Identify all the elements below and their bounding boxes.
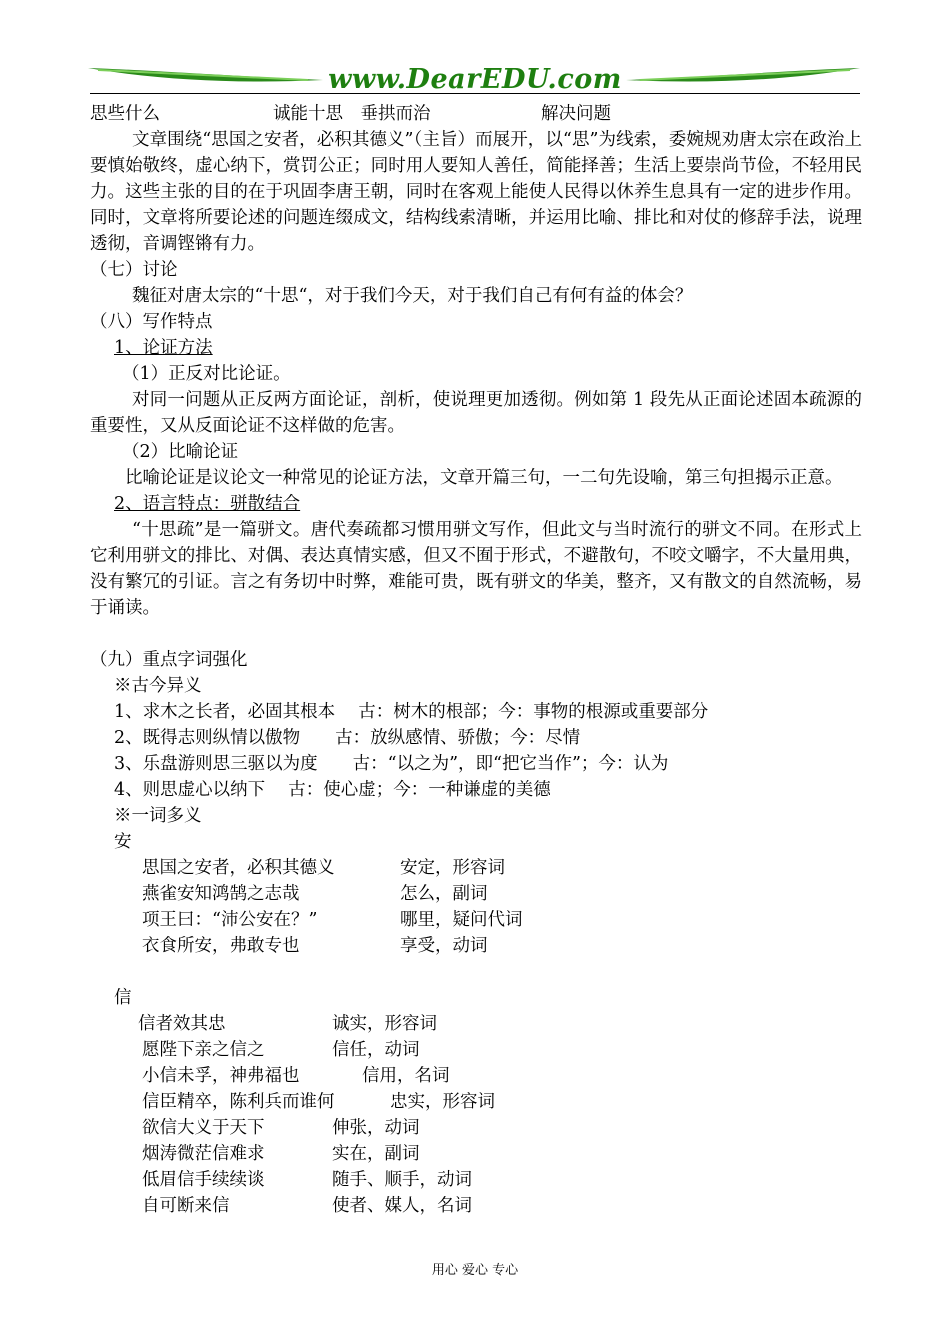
an-sentence: 项王曰：“沛公安在？” (142, 910, 318, 930)
xin-row (90, 1167, 862, 1193)
xin-meaning: 使者、媒人，名词 (332, 1196, 472, 1216)
structure-line (90, 101, 862, 127)
section-7-text: 魏征对唐太宗的“十思“，对于我们今天，对于我们自己有何有益的体会？ (132, 286, 693, 306)
section-8-item-1-text: 对同一问题从正反两方面论证，剖析，使说理更加透彻。例如第 1 段先从正面论述固本疏源的重要性，又从反面论证不这样做的危害。 (90, 390, 862, 436)
section-8-subheading-1: 1、论证方法 (114, 338, 213, 358)
xin-sentence: 欲信大义于天下 (142, 1118, 265, 1138)
polysemy-char-an: 安 (114, 832, 132, 852)
xin-sentence: 低眉信手续续谈 (142, 1170, 265, 1190)
polysemy-char-xin: 信 (114, 988, 132, 1008)
header-divider (90, 93, 860, 94)
xin-row (90, 1089, 862, 1115)
section-7-title: （七）讨论 (90, 260, 178, 280)
xin-meaning: 忠实，形容词 (390, 1092, 495, 1112)
gujin-item: 2、既得志则纵情以傲物 古：放纵感情、骄傲；今：尽情 (114, 728, 581, 748)
xin-row (90, 1011, 862, 1037)
yici-title: ※一词多义 (114, 806, 202, 826)
summary-paragraph: 文章围绕“思国之安者，必积其德义”（主旨）而展开，以“思”为线索，委婉规劝唐太宗在政治上要慎始敬终，虚心纳下，赏罚公正；同时用人要知人善任，简能择善；生活上要崇尚节俭，不轻用民力。这些主张的目的在于巩固李唐王朝，同时在客观上能使人民得以休养生息具有一定的进步作用。同时，文章将所要论述的问题连缀成文，结构线索清晰，并运用比喻、排比和对仗的修辞手法，说理透彻，音调铿锵有力。 (90, 130, 862, 254)
an-meaning: 享受，动词 (400, 936, 488, 956)
gujin-item: 3、乐盘游则思三驱以为度 古：“以之为”，即“把它当作”；今：认为 (114, 754, 669, 774)
xin-meaning: 信用，名词 (362, 1066, 450, 1086)
gujin-title: ※古今异义 (114, 676, 202, 696)
section-8-subheading-2: 2、语言特点：骈散结合 (114, 494, 301, 514)
section-8-subheading-2-text: “十思疏”是一篇骈文。唐代奏疏都习惯用骈文写作，但此文与当时流行的骈文不同。在形式上它利用骈文的排比、对偶、表达真情实感，但又不囿于形式，不避散句，不咬文嚼字，不大量用典，没有繁冗的引证。言之有务切中时弊，难能可贵，既有骈文的华美，整齐，又有散文的自然流畅，易于诵读。 (90, 520, 862, 618)
xin-row (90, 1193, 862, 1219)
section-8-item-2: （2）比喻论证 (122, 442, 239, 462)
xin-row (90, 1037, 862, 1063)
xin-sentence: 小信未孚，神弗福也 (142, 1066, 300, 1086)
gujin-item: 4、则思虚心以纳下 古：使心虚；今：一种谦虚的美德 (114, 780, 551, 800)
structure-col-1: 思些什么 (90, 104, 160, 124)
xin-sentence: 烟涛微茫信难求 (142, 1144, 265, 1164)
structure-col-3: 解决问题 (541, 104, 611, 124)
section-8-item-2-text: 比喻论证是议论文一种常见的论证方法，文章开篇三句，一二句先设喻，第三句担揭示正意。 (125, 468, 843, 488)
gujin-item: 1、求木之长者，必固其根本 古：树木的根部；今：事物的根源或重要部分 (114, 702, 709, 722)
xin-sentence: 愿陛下亲之信之 (142, 1040, 265, 1060)
an-row (90, 907, 862, 933)
xin-meaning: 实在，副词 (332, 1144, 420, 1164)
xin-meaning: 诚实，形容词 (332, 1014, 437, 1034)
an-sentence: 思国之安者，必积其德义 (142, 858, 335, 878)
spacer (90, 621, 862, 647)
xin-sentence: 信者效其忠 (138, 1014, 226, 1034)
xin-row (90, 1115, 862, 1141)
spacer (90, 959, 862, 985)
site-logo-text: www.DearEDU.com (328, 64, 622, 95)
section-8-title: （八）写作特点 (90, 312, 213, 332)
document-body (90, 101, 862, 1219)
xin-meaning: 随手、顺手，动词 (332, 1170, 472, 1190)
xin-meaning: 信任，动词 (332, 1040, 420, 1060)
section-9-title: （九）重点字词强化 (90, 650, 248, 670)
an-meaning: 安定，形容词 (400, 858, 505, 878)
an-row (90, 881, 862, 907)
xin-sentence: 自可断来信 (142, 1196, 230, 1216)
an-row (90, 855, 862, 881)
structure-col-2: 诚能十思 垂拱而治 (273, 104, 431, 124)
xin-sentence: 信臣精卒，陈利兵而谁何 (142, 1092, 335, 1112)
xin-row (90, 1063, 862, 1089)
an-meaning: 怎么，副词 (400, 884, 488, 904)
an-sentence: 衣食所安，弗敢专也 (142, 936, 300, 956)
an-meaning: 哪里，疑问代词 (400, 910, 523, 930)
xin-meaning: 伸张，动词 (332, 1118, 420, 1138)
xin-row (90, 1141, 862, 1167)
page-footer: 用心 爱心 专心 (431, 1263, 519, 1278)
an-row (90, 933, 862, 959)
section-8-item-1: （1）正反对比论证。 (122, 364, 291, 384)
an-sentence: 燕雀安知鸿鹄之志哉 (142, 884, 300, 904)
